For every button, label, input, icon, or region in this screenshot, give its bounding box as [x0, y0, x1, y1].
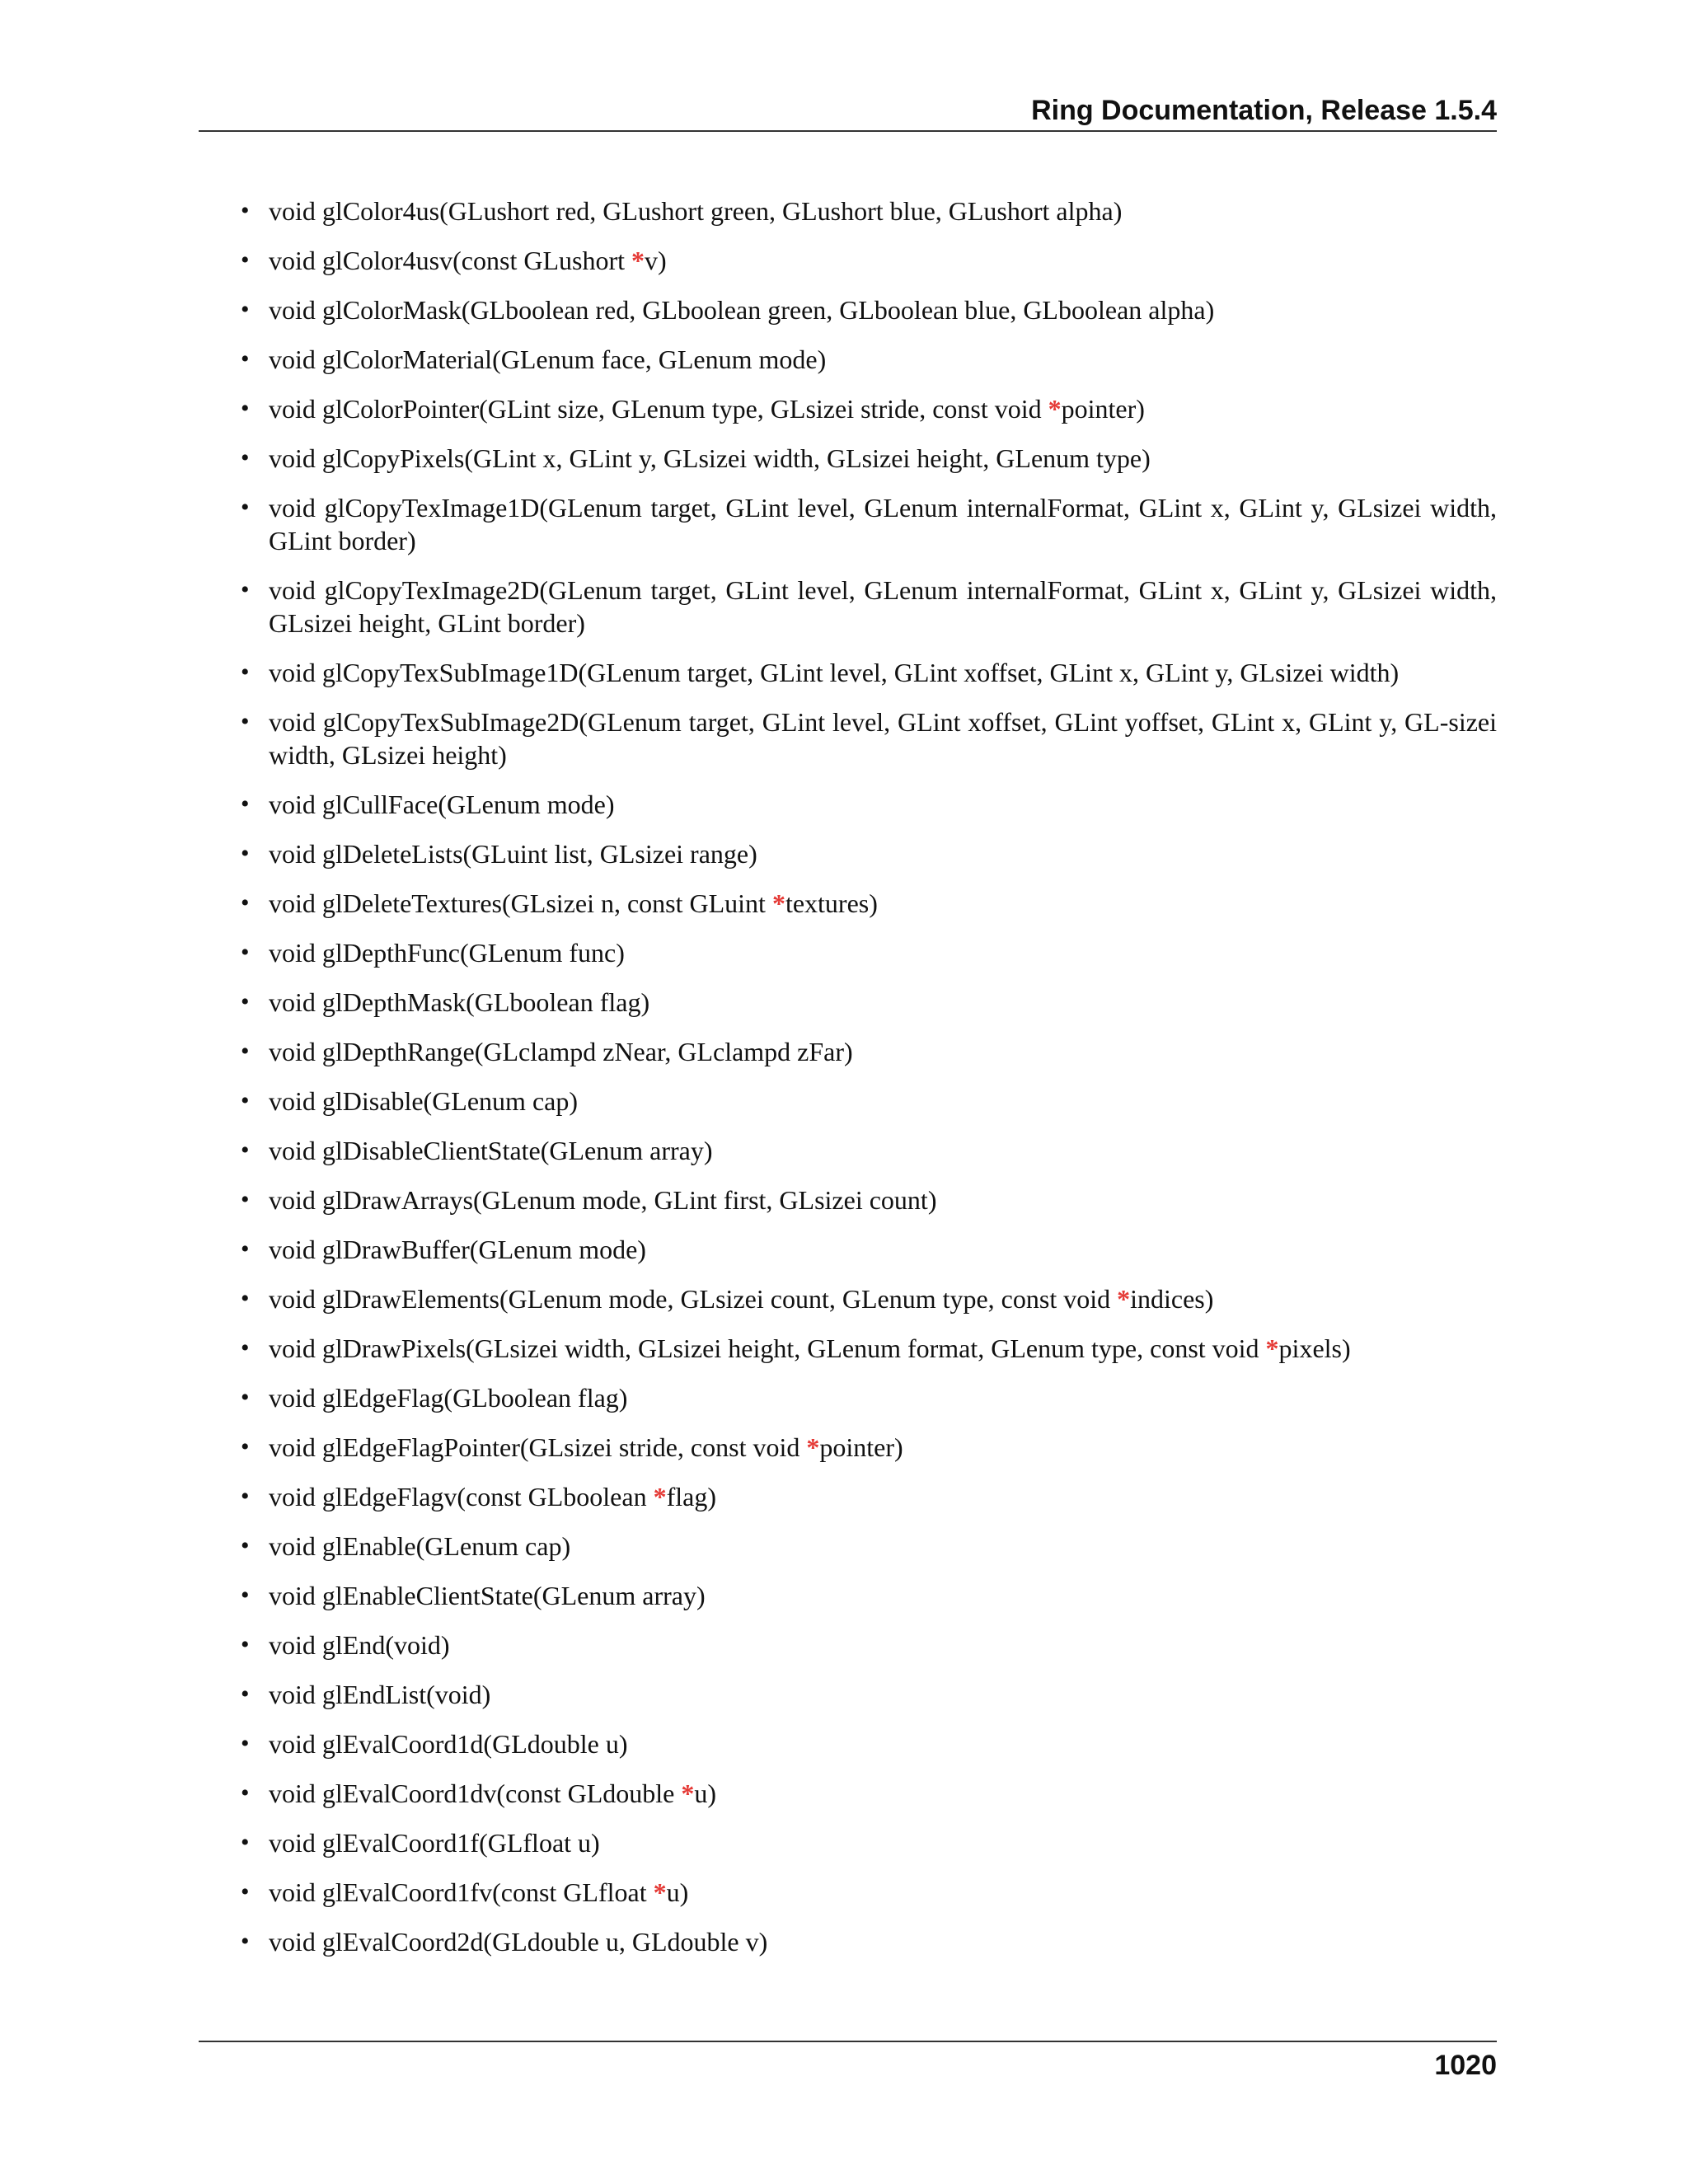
- list-item: [199, 1777, 1497, 1810]
- function-signature-text: void glDrawPixels(GLsizei width, GLsizei height, GLenum format, GLenum type, const void: [269, 1333, 1266, 1363]
- function-signature-text: void glColorMask(GLboolean red, GLboolean green, GLboolean blue, GLboolean alpha): [269, 295, 1215, 325]
- page-content: [199, 194, 1497, 1975]
- list-item: [199, 837, 1497, 870]
- list-item: [199, 705, 1497, 771]
- pointer-asterisk: *: [653, 1482, 667, 1511]
- document-title: Ring Documentation, Release 1.5.4: [1031, 95, 1497, 126]
- function-signature-text: void glEdgeFlagv(const GLboolean: [269, 1482, 654, 1511]
- function-signature-text: void glColorPointer(GLint size, GLenum type, GLsizei stride, const void: [269, 394, 1048, 424]
- list-item: [199, 491, 1497, 557]
- pointer-asterisk: *: [806, 1432, 820, 1462]
- pointer-asterisk: *: [1048, 394, 1062, 424]
- function-signature-text: void glCopyTexSubImage1D(GLenum target, GLint level, GLint xoffset, GLint x, GLint y, GLsizei width): [269, 658, 1400, 687]
- function-signature-text: void glDrawBuffer(GLenum mode): [269, 1235, 646, 1264]
- list-item: [199, 1183, 1497, 1216]
- list-item: [199, 343, 1497, 376]
- function-signature-text: void glEdgeFlag(GLboolean flag): [269, 1383, 628, 1413]
- list-item: [199, 1629, 1497, 1661]
- function-signature-text: v): [644, 246, 667, 275]
- function-signature-text: u): [666, 1877, 689, 1907]
- function-signature-text: void glEvalCoord1dv(const GLdouble: [269, 1779, 682, 1808]
- function-signature-text: void glDrawArrays(GLenum mode, GLint first, GLsizei count): [269, 1185, 937, 1215]
- list-item: [199, 936, 1497, 969]
- list-item: [199, 194, 1497, 227]
- list-item: [199, 1134, 1497, 1167]
- list-item: [199, 1678, 1497, 1711]
- function-signature-text: void glDepthFunc(GLenum func): [269, 938, 625, 968]
- function-signature-text: void glEvalCoord2d(GLdouble u, GLdouble v): [269, 1927, 768, 1957]
- function-signature-text: flag): [666, 1482, 716, 1511]
- function-signature-text: void glDeleteLists(GLuint list, GLsizei range): [269, 839, 757, 869]
- list-item: [199, 1530, 1497, 1563]
- list-item: [199, 244, 1497, 277]
- list-item: [199, 1826, 1497, 1859]
- function-signature-text: void glDisable(GLenum cap): [269, 1086, 578, 1116]
- list-item: [199, 1332, 1497, 1365]
- function-signature-text: void glDisableClientState(GLenum array): [269, 1136, 713, 1165]
- pointer-asterisk: *: [1117, 1284, 1131, 1314]
- function-signature-text: void glDepthMask(GLboolean flag): [269, 987, 650, 1017]
- function-signature-text: void glColorMaterial(GLenum face, GLenum mode): [269, 344, 827, 374]
- list-item: [199, 574, 1497, 640]
- list-item: [199, 293, 1497, 326]
- list-item: [199, 392, 1497, 425]
- list-item: [199, 1925, 1497, 1958]
- function-signature-text: pointer): [1061, 394, 1145, 424]
- list-item: [199, 1579, 1497, 1612]
- function-signature-text: indices): [1130, 1284, 1214, 1314]
- list-item: [199, 1282, 1497, 1315]
- function-signature-text: void glEvalCoord1f(GLfloat u): [269, 1828, 600, 1858]
- function-signature-text: pointer): [819, 1432, 903, 1462]
- list-item: [199, 442, 1497, 475]
- function-signature-text: u): [694, 1779, 717, 1808]
- list-item: [199, 656, 1497, 689]
- function-signature-text: void glEndList(void): [269, 1680, 491, 1709]
- list-item: [199, 1431, 1497, 1464]
- pointer-asterisk: *: [631, 246, 645, 275]
- function-signature-text: void glDrawElements(GLenum mode, GLsizei count, GLenum type, const void: [269, 1284, 1118, 1314]
- function-signature-text: textures): [785, 888, 878, 918]
- function-signature-text: void glCopyTexSubImage2D(GLenum target, GLint level, GLint xoffset, GLint yoffset, GLint x, GLint y, GL-sizei width, GLsizei height): [269, 707, 1497, 770]
- function-signature-text: void glCopyTexImage1D(GLenum target, GLint level, GLenum internalFormat, GLint x, GLint y, GLsizei width, GLint border): [269, 493, 1497, 555]
- pointer-asterisk: *: [653, 1877, 667, 1907]
- page-footer: [199, 2041, 1497, 2081]
- list-item: [199, 788, 1497, 821]
- function-signature-text: void glDepthRange(GLclampd zNear, GLclampd zFar): [269, 1037, 853, 1066]
- function-signature-text: void glEnable(GLenum cap): [269, 1531, 571, 1561]
- function-signature-text: pixels): [1278, 1333, 1351, 1363]
- list-item: [199, 887, 1497, 920]
- function-signature-text: void glEdgeFlagPointer(GLsizei stride, const void: [269, 1432, 807, 1462]
- page-header: [199, 89, 1497, 132]
- list-item: [199, 1876, 1497, 1909]
- function-signature-text: void glColor4us(GLushort red, GLushort green, GLushort blue, GLushort alpha): [269, 196, 1123, 226]
- pointer-asterisk: *: [771, 888, 785, 918]
- list-item: [199, 1085, 1497, 1118]
- list-item: [199, 1727, 1497, 1760]
- list-item: [199, 1480, 1497, 1513]
- function-signature-text: void glEnableClientState(GLenum array): [269, 1581, 706, 1610]
- function-signature-text: void glCopyPixels(GLint x, GLint y, GLsizei width, GLsizei height, GLenum type): [269, 443, 1151, 473]
- list-item: [199, 986, 1497, 1019]
- page-number: 1020: [1434, 2050, 1497, 2081]
- function-signature-text: void glEvalCoord1fv(const GLfloat: [269, 1877, 654, 1907]
- function-signature-text: void glCullFace(GLenum mode): [269, 790, 615, 819]
- list-item: [199, 1233, 1497, 1266]
- list-item: [199, 1381, 1497, 1414]
- function-signature-text: void glEvalCoord1d(GLdouble u): [269, 1729, 628, 1759]
- function-signature-text: void glColor4usv(const GLushort: [269, 246, 631, 275]
- pointer-asterisk: *: [681, 1779, 695, 1808]
- function-signature-text: void glEnd(void): [269, 1630, 450, 1660]
- function-signature-text: void glDeleteTextures(GLsizei n, const GLuint: [269, 888, 772, 918]
- function-signature-text: void glCopyTexImage2D(GLenum target, GLint level, GLenum internalFormat, GLint x, GLint y, GLsizei width, GLsizei height, GLint border): [269, 575, 1497, 638]
- function-list: [199, 194, 1497, 1958]
- pointer-asterisk: *: [1265, 1333, 1279, 1363]
- list-item: [199, 1035, 1497, 1068]
